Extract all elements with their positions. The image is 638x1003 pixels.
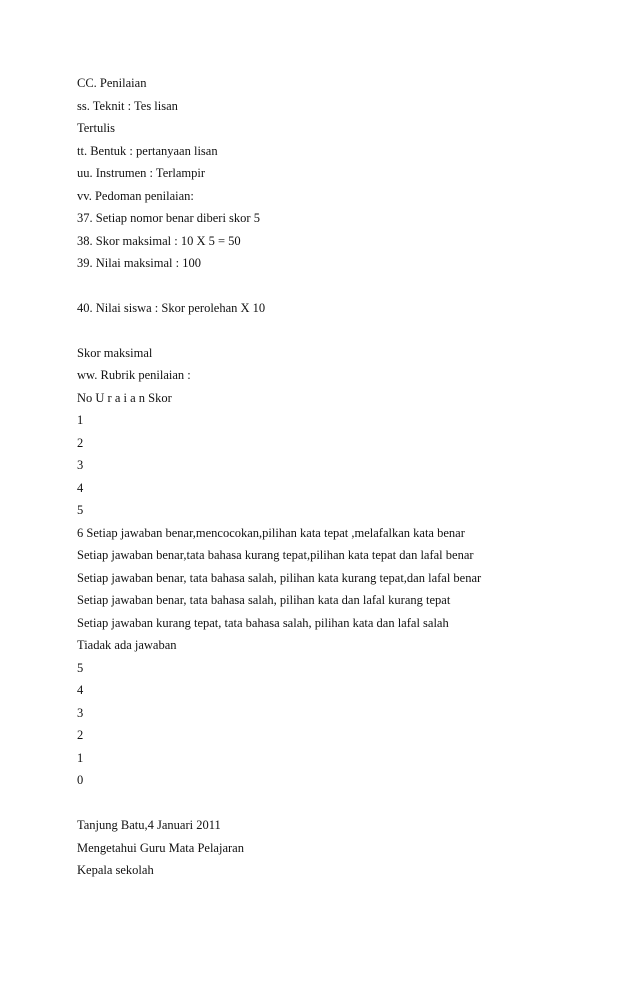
text-line: 39. Nilai maksimal : 100 [77,256,201,270]
rubric-number: 2 [77,436,84,450]
rubric-score: 4 [77,683,84,697]
rubric-score: 5 [77,661,84,675]
text-line: 38. Skor maksimal : 10 X 5 = 50 [77,234,241,248]
rubric-number: 5 [77,503,84,517]
rubric-description: Setiap jawaban benar, tata bahasa salah, pilihan kata dan lafal kurang tepat [77,593,451,607]
rubric-description: 6 Setiap jawaban benar,mencocokan,pilihan kata tepat ,melafalkan kata benar [77,526,465,540]
rubric-number: 4 [77,481,84,495]
rubric-description: Setiap jawaban kurang tepat, tata bahasa salah, pilihan kata dan lafal salah [77,616,449,630]
rubric-description: Setiap jawaban benar, tata bahasa salah, pilihan kata kurang tepat,dan lafal benar [77,571,482,585]
signature-caption: Mengetahui Guru Mata Pelajaran [77,841,244,855]
rubric-score: 2 [77,728,84,742]
rubric-score: 1 [77,751,84,765]
rubric-number: 1 [77,413,84,427]
rubric-description: Tiadak ada jawaban [77,638,177,652]
place-date: Tanjung Batu,4 Januari 2011 [77,818,221,832]
text-line: Skor maksimal [77,346,153,360]
text-line: ww. Rubrik penilaian : [77,368,191,382]
text-line: tt. Bentuk : pertanyaan lisan [77,144,218,158]
rubric-number: 3 [77,458,84,472]
text-line: vv. Pedoman penilaian: [77,189,194,203]
rubric-header: No U r a i a n Skor [77,391,172,405]
text-line: Tertulis [77,121,116,135]
text-line: 40. Nilai siswa : Skor perolehan X 10 [77,301,266,315]
text-line: uu. Instrumen : Terlampir [77,166,206,180]
section-heading-penilaian: CC. Penilaian [77,76,147,90]
signature-caption: Kepala sekolah [77,863,154,877]
rubric-score: 3 [77,706,84,720]
rubric-score: 0 [77,773,84,787]
rubric-description: Setiap jawaban benar,tata bahasa kurang tepat,pilihan kata tepat dan lafal benar [77,548,474,562]
text-line: ss. Teknit : Tes lisan [77,99,178,113]
text-line: 37. Setiap nomor benar diberi skor 5 [77,211,260,225]
